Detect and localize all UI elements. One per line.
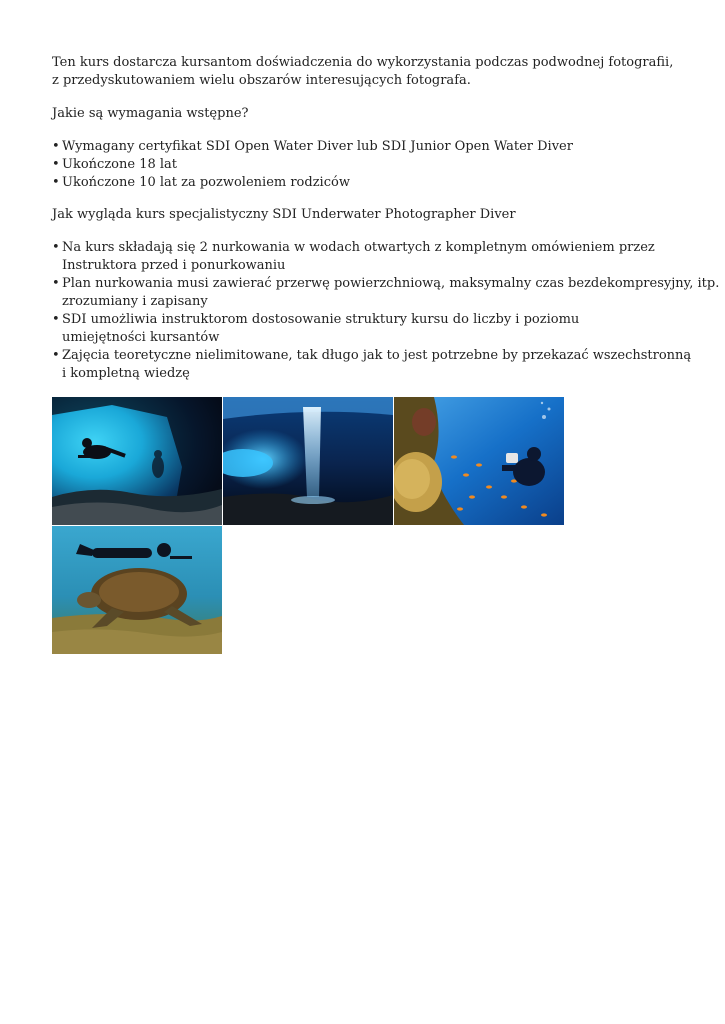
intro-line: Ten kurs dostarcza kursantom doświadczenia do wykorzystania podczas podwodnej fotografii, bbox=[52, 55, 674, 70]
list-item bbox=[52, 347, 692, 383]
bullet-icon: • bbox=[52, 276, 60, 291]
list-item bbox=[52, 311, 692, 347]
course-list bbox=[52, 239, 720, 383]
intro-paragraph bbox=[52, 54, 692, 90]
list-item bbox=[52, 275, 720, 311]
list-item-text: umiejętności kursantów bbox=[62, 330, 220, 345]
bullet-icon: • bbox=[52, 157, 60, 172]
coral-reef-image bbox=[394, 397, 564, 525]
photo-diver-in-cave[interactable] bbox=[52, 397, 222, 525]
requirements-heading: Jakie są wymagania wstępne? bbox=[52, 106, 249, 121]
list-item bbox=[52, 174, 692, 192]
document-body bbox=[52, 54, 720, 397]
requirements-list bbox=[52, 138, 692, 192]
course-heading: Jak wygląda kurs specjalistyczny SDI Underwater Photographer Diver bbox=[52, 207, 516, 222]
cave-diver-image bbox=[52, 397, 222, 525]
sea-turtle-image bbox=[52, 526, 222, 654]
bullet-icon: • bbox=[52, 348, 60, 363]
list-item-text: Wymagany certyfikat SDI Open Water Diver lub SDI Junior Open Water Diver bbox=[62, 139, 573, 154]
list-item bbox=[52, 156, 692, 174]
bullet-icon: • bbox=[52, 312, 60, 327]
list-item bbox=[52, 239, 692, 275]
intro-line: z przedyskutowaniem wielu obszarów interesujących fotografa. bbox=[52, 73, 471, 88]
bullet-icon: • bbox=[52, 240, 60, 255]
list-item-text: Ukończone 18 lat bbox=[62, 157, 177, 172]
photo-light-beam[interactable] bbox=[223, 397, 393, 525]
bullet-icon: • bbox=[52, 139, 60, 154]
list-item bbox=[52, 138, 692, 156]
bullet-icon: • bbox=[52, 175, 60, 190]
list-item-text: Ukończone 10 lat za pozwoleniem rodziców bbox=[62, 175, 350, 190]
list-item-text: Instruktora przed i ponurkowaniu bbox=[62, 258, 286, 273]
list-item-text: SDI umożliwia instruktorom dostosowanie struktury kursu do liczby i poziomu bbox=[62, 312, 580, 327]
light-beam-image bbox=[223, 397, 393, 525]
list-item-text: zrozumiany i zapisany bbox=[62, 294, 208, 309]
photo-diver-with-turtle[interactable] bbox=[52, 526, 222, 654]
photo-coral-reef-photographer[interactable] bbox=[394, 397, 564, 525]
list-item-text: Plan nurkowania musi zawierać przerwę powierzchniową, maksymalny czas bezdekompresyjny, itp. bbox=[62, 276, 720, 291]
list-item-text: i kompletną wiedzę bbox=[62, 366, 190, 381]
list-item-text: Na kurs składają się 2 nurkowania w wodach otwartych z kompletnym omówieniem przez bbox=[62, 240, 655, 255]
list-item-text: Zajęcia teoretyczne nielimitowane, tak długo jak to jest potrzebne by przekazać wszechstronną bbox=[62, 348, 692, 363]
